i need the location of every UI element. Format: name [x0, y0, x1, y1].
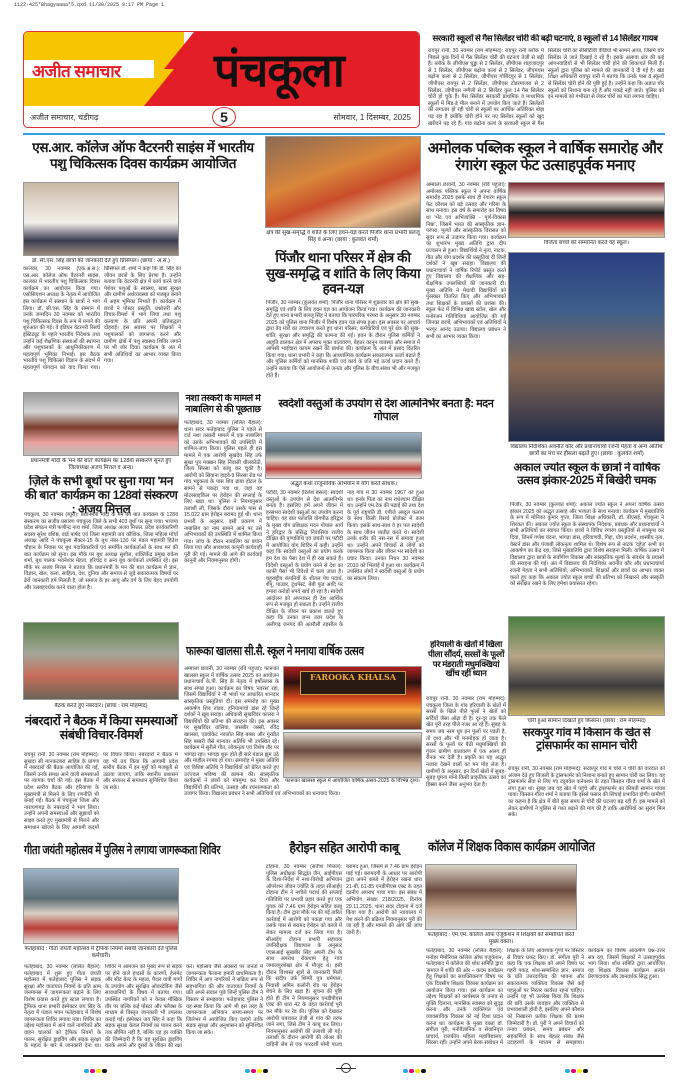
farooka-photo-group [283, 666, 422, 784]
headline-sarakpur-theft: सरकपुर गांव में किसान के खेत से ट्रांसफार्मर का सामान चोरी [522, 727, 651, 753]
farooka-article [184, 666, 422, 836]
photo-traffic-camp [23, 868, 179, 944]
headline-mustard-fields: हरियाली के खेतों में खिला पीला सौंदर्य, सरसों के फूलों पर मंडराती मधुमक्खियां खींच रहीं ध्यान [427, 640, 504, 679]
article-body-sarakpur-theft: रायपुर रानी, 30 नवम्बर (राम मोहम्मद): सरकपुर गांव में चोरों ने चोरी की वारदात को अंजाम देते हुए बिजली के ट्रांसफार्मर को निशाना बनाते हुए सामान चोरी कर लिया। यह ट्रांसफार्मर सेवा से लिए गए ट्यूबवेल कनेक्शन के तहत किसान गौरव शर्मा के खेत में लगा हुआ था। सुबह जब वह खेत में पहुंचे और ट्रांसफार्मर का कीमती सामान गायब पाया। किसान गौरव शर्मा ने बताया कि इससे फसल की सिंचाई प्रभावित होगी। ग्रामीणों का कहना है कि क्षेत्र में बीते कुछ समय से चोरी की घटनाएं बढ़ रही हैं। इस मामले को लेकर ग्रामीणों ने पुलिस से गश्त बढ़ाने की मांग की है ताकि आरोपियों का सुराग मिल सके। [508, 766, 665, 819]
caption-nambardar-meeting: बैठक करते हुए नंबरदार। (छाया : राम मोहम्मद) [54, 703, 148, 709]
caption-vet-college: डॉ. सी.एस. सिंह छात्रों को जानकारी देते हुए प्रिंसिपल। (छाया : अ.स.) [31, 258, 171, 264]
headline-nambardar-meeting: नंबरदारों ने बैठक में किया समस्याओं संबंधी विचार-विमर्श [25, 714, 177, 743]
photo-stolen-transformer [508, 616, 665, 716]
farooka-banner: FAROOKA KHALSA [300, 671, 406, 695]
caption-mann-ki-baat: प्रधानमंत्री मोदी के 'मन की बात' कार्यक्रम का 128वां संस्करण सुनते हुए जिलाध्यक्ष अजय मित्तल व अन्य। [30, 458, 172, 471]
article-body-nambardar-meeting: रायपुर रानी, 30 नवम्बर (राम मोहम्मद): सुखदा सी मानकटबरा साहिब के प्रांगण में नंबरदारों की बैठक आयोजित की गई, जिसमें उनके समक्ष आने वाली समस्याओं पर व्यापक चर्चा की गई। इस बैठक में प्रदेश स्तरीय बैठक और हरियाणा के मुख्यमंत्री से मिलने के लिए रणनीति भी बनाई गई। बैठक में पंचकूला जिला और नारायणगढ़ के नंबरदारों ने भाग लिया। उन्होंने अपनी समस्याओं और सुझावों को साझा करते हुए मुख्यमंत्री से मिलने और समाधान खोजने के लिए आगामी कदमों पर विचार किया। नंबरदारों ने बैठक में यह भी तय किया कि आगामी प्रदेश स्तरीय बैठक में इन मुद्दों को मजबूती से उठाया जाएगा, ताकि स्थानीय प्रशासन और सरकार से समाधान सुनिश्चित किया जा सके। [24, 752, 178, 831]
photo-amolak-school [508, 182, 665, 238]
color-registration-marks [84, 1060, 108, 1065]
photo-akal-school [508, 252, 665, 442]
headline-akal-school: अकाल ज्योत स्कूल के छात्रों ने वार्षिक उत्सव झंकार-2025 में बिखेरी चमक [513, 462, 660, 488]
edition-title: पंचकूला [214, 43, 344, 97]
headline-heroin-arrest: हैरोइन सहित आरोपी काबू [289, 841, 399, 855]
headline-gita-jayanti: गीता जयंती महोत्सव में पुलिस ने लगाया जागरूकता शिविर [24, 843, 221, 857]
headline-swadeshi: स्वदेशी वस्तुओं के उपयोग से देश आत्मनिर्भर बनता है: मदन गोपाल [278, 398, 494, 423]
photo-farooka-stage [283, 666, 422, 730]
edition-place: अजीत समाचार, चंडीगढ़ [30, 113, 99, 122]
newspaper-logo: अजीत समाचार [32, 62, 121, 81]
headline-gas-cylinder: सरकारी स्कूलों से गैस सिलेंडर चोरी की बढ़ी घटनाएं, 8 स्कूलों से 14 सिलेंडर गायब [432, 34, 658, 43]
caption-yoga-camp: अद्भुत कथा राजूनायिक अभियान में योग करते साधक। [289, 481, 397, 487]
caption-teacher-program: फतेहाबाद : एम.एम. कॉलेज ऑफ एजुकेशन में शिक्षकों को सम्बोधित करते मुख्य वक्ता। [427, 932, 575, 945]
article-body-drug-case: फतेहाबाद, 30 नवम्बर (ललित बैहाल): थाना सदर फतेहाबाद पुलिस ने पहले से दर्ज नशा तस्करी मामले में एक नाबालिग को उसके अभिभावकों की उपस्थिति में शामिल-जांच किया। पुलिस पहले ही इस मामले में एक आरोपी सुखदेव सिंह उर्फ सुखा पुत्र मक्खन सिंह निवासी धौलकोठी, जिला सिरसा को काबू कर चुकी है। आरोपी को सिवाना हाइवे-9 सिरसा रोड पर गांव भट्टूकलां के पास शिव ढाबा होटल के सामने से पकड़ा गया था, जहां वह मोटरसाइकिल पर हेरोइन की सप्लाई के लिए खड़ा था। पुलिस ने नियमानुसार तलाशी ली, जिसके दौरान उसके पास से 15.022 ग्राम हेरोइन बरामद हुई थी। थाना प्रभारी के अनुसार, इसी प्रकरण में नाबालिग का नाम सामने आने पर उसे अभिभावकों की उपस्थिति में शामिल किया गया। जांच के दौरान नाबालिग का बयान लिया गया और आवश्यक कानूनी कार्यवाही पूरी की गई। मामले की आगे की कार्यवाई कानूनी और नियमानुसार होगी। [184, 420, 262, 565]
color-registration-marks [403, 1060, 427, 1065]
article-body-gita-jayanti: फतेहाबाद, 30 नवम्बर (ललित बैहाल): फतेहाबाद में शुरू हुए गीता जयंती महोत्सव में फतेहाबाद पुलिस ने सड़क सुरक्षा और यातायात नियमों के प्रति आम जनमानस में जागरूकता बढ़ाने के लिए विशेष प्रयास करते हुए स्टाल लगाया है। ट्रैफिक थाना प्रभारी इंस्पेक्टर जय सिंह के नेतृत्व में पंडाल भवन फतेहाबाद में विशेष जागरूकता शिविर लगाया गया। शिविर का उद्देश्य महोत्सव में आने वाले नागरिकों और वाहन चालकों को ट्रैफिक नियमों के पालन, सुरक्षित ड्राइविंग और सड़क सुरक्षा के महत्व के बारे में जानकारी देना था। शिविर में आमजन को मुख्य रूप से सड़क पर होने वाले हादसों के कारणों, हेलमेट और सीट बेल्ट के महत्व, पैदल यात्री मार्गों के उपयोग और सुरक्षित ओवरटेकिंग जैसे सावधानियों के विषय में बताया गया। उपस्थित नागरिकों को न केवल मौखिक तौर पर बल्कि कई पोस्टर और फ्लैक्स के माध्यम से विस्तृत जानकारी भी उपलब्ध कराई गई। इंस्पेक्टर जय सिंह ने कहा कि सड़क सुरक्षा केवल नियमों का पालन करने तक सीमित नहीं है, बल्कि यह हर व्यक्ति की जिम्मेदारी है कि वह सुरक्षित ड्राइविंग करके अपने और दूसरों के जीवन की रक्षा करे। महोत्सव जैसे अवसरों पर जनता में जागरूकता फैलाना हमारी प्राथमिकता है। शिविर में आए नागरिकों ने सक्रिय रूप से सहभागिता की और यातायात नियमों के प्रति अपने सवाल पूछे जिन्हें पुलिस टीम ने विस्तार से समझाया। फतेहाबाद पुलिस ने यह स्पष्ट किया कि आगे भी इस तरह के जागरूकता अभियान समय-समय पर जिलेभर में आयोजित किए जाएंगे ताकि सड़क सुरक्षा और अनुशासन को सुनिश्चित किया जा सके। [24, 964, 263, 1050]
print-slug: 1122-425*Bhagyaaaa*5.qxd 11/30/2025 9:17 PM Page 1 [14, 2, 165, 8]
page-number: 5 [212, 107, 236, 127]
registration-target-icon [341, 1063, 351, 1073]
photo-havan [265, 136, 421, 228]
caption-amolak-school: विजेता बच्चों को सम्मानित करते वह स्कूल। [544, 240, 629, 246]
article-body-mustard-fields: रायपुर रानी, 30 नवम्बर (राम मोहम्मद): पंचकूला जिला के गांव हरियाली के खेतों में सरसों के खिले पीले फूलों ने खेतों को सर्दियों जैसा ओढ़ा दी है। दूर-दूर तक फैले खेत पूरी तरह पीले नजर आ रहे हैं। सुबह के समय जब नरम धूप इन फूलों पर पड़ती है, तो दृश्य और भी मनमोहक हो जाता है। सरसों के फूलों पर बैठी मधुमक्खियों की गुंजन ग्रामीण वातावरण में एक अलग ही रौनक भर देती है। प्रकृति का यह अद्भुत नजारा देखने वालों का मन मोह लेता है। ग्रामीणों के अनुसार, इन दिनों खेतों में सुबह-सुबह घूमना मानो किसी प्राकृतिक उत्सव का हिस्सा बनने जैसा अनुभव देता है। [426, 696, 506, 788]
article-body-farooka-school: अम्बाला छावनी, 30 नवम्बर (रवि पहुजा): फारूका खालसा स्कूल में वार्षिक उत्सव 2025 का आयोजन प्रधानाचार्य के.पी. सिंह के नेतृत्व में हर्षोल्लास के साथ संपन्न हुआ। कार्यक्रम का विषय 'नवरस' रहा, जिसमें विद्यार्थियों ने नौ भावों पर आधारित शानदार सांस्कृतिक प्रस्तुतियां दीं। इस समारोह का मुख्य आकर्षण शिव तांडव, हनियामाचो डांस रहे जिन्हें दर्शकों ने खूब सराहा। अधिकारी सुखविंदर कालरा ने विद्यार्थियों की प्रतिभा की सराहना की। इस अवसर पर सुखविंदर वालिया, जसबीर जस्सी, रविंद्र खालसा, एडवोकेट नवजोत सिंह बब्बर और गुरप्रीत सिंह बब्बरी जैसे मान्यवर अतिथि भी उपस्थित रहे। कार्यक्रम में सुरीले गीत, लोकनृत्य एवं विशेष तौर पर भांगड़ा रहा। भांगड़ा शुरू होते ही सारे पंडाल झूम उठे और माहौल रंगमय हो गया। समारोह में मुख्य अतिथि एवं विशिष्ट अतिथि ने विद्यार्थियों को प्रेरित करते हुए उज्ज्वल भविष्य की कामना की। सांस्कृतिक कार्यक्रमों ने छात्रों को मंत्रमुग्ध कर दिया और विद्यार्थियों की प्रतिभा, उत्साह और रचनात्मकता को उजागर किया। विद्यालय प्रबंधन ने सभी अतिथियों एवं अभिभावकों का धन्यवाद किया। [184, 666, 341, 798]
headline-drug-case: नशा तस्करी के मामले में नाबालिग से की पूछताछ [185, 394, 261, 415]
headline-amolak-school: अमोलक पब्लिक स्कूल ने वार्षिक समारोह और रंगारंग स्कूल फेट उत्साहपूर्वक मनाए [427, 140, 663, 175]
color-registration-marks [565, 1060, 589, 1065]
divider [23, 133, 665, 135]
color-registration-marks [245, 1060, 269, 1065]
masthead [23, 31, 420, 128]
caption-havan: क्षेत्र की सुख-समृद्धि व शांति के लिए हवन-यज्ञ करते पिंजौर थाना प्रभारी बलजू सिंह व अन्य। (छाया : कुलवंत शर्मा) [266, 230, 420, 243]
caption-akal-school: विद्यालय निदेशिका अवनीत कौर और प्रधानाचार्या रजनी मेहता व अन्य अतिथि छात्रों का मंच पर हौसला बढ़ाते हुए। (छाया : कुलवंत शर्मा) [510, 444, 663, 457]
caption-stolen-transformer: चोरी हुआ सामान दिखाते हुए किसान। (छाया : राम मोहम्मद) [527, 718, 646, 724]
photo-mann-ki-baat [23, 392, 179, 456]
headline-teacher-program: कॉलेज में शिक्षक विकास कार्यक्रम आयोजित [428, 839, 595, 854]
caption-traffic-camp: फतेहाबाद : गीता जयंती महोत्सव में ट्रैफिक नियमों संबंधी जानकारी देते पुलिस कर्मचारी। [24, 946, 178, 959]
bottom-rule [23, 1055, 665, 1057]
article-body-mann-ki-baat: पंचकूला, 30 नवम्बर (ब्यूरो): प्रधानमंत्री मोदी के मन की बात कार्यक्रम के 128वें संस्करण का सजीव प्रसारण पंचकूला जिले के सभी 403 बूथों पर सुना गया। भाजपा प्रदेश संगठन मंत्री फणीन्द्र नाथ शर्मा, जिला अध्यक्ष अजय मित्तल, प्रदेश कार्यकारिणी सदस्य सुरेश वशिष्ठ, वार्ड पार्षद एवं जिला महामंत्री जय कौशिक, जिला महिला मोर्चा अध्यक्ष आदि ने पंचकूला सैक्टर-15 के बूथ नंबर-130 पर मंडल महामंत्री हितेश चौहान के निवास पर बूथ पदाधिकारियों एवं समर्पित कार्यकर्ताओं के साथ मन की बात कार्यक्रम को सुना। इस मौके पर बूथ अध्यक्ष सुशील, शक्तिकेंद्र प्रमुख राकेश शर्मा, बूथ पालक भवनेश्वर मेहता, हरिचंद्र व अन्य बूथ कार्यकर्ता उपस्थित रहे। इस मौके पर अजय मित्तल ने बताया कि प्रधानमंत्री के मन की बात कार्यक्रम में ज्ञान, विज्ञान, खेल, कला, साहित्य, देश, दुनिया और समाज से जुड़े सकारात्मक विषयों पर ढेरों जानकारी हमें मिलती है, जो समाज के हर आयु और वर्ग के लिए बेहद उपयोगी और उत्साहवर्धक करने वाला होता है। [24, 512, 178, 591]
article-body-amolak-school: अम्बाला छावनी, 30 नवम्बर (रवि पहुजा): अमोलक पब्लिक स्कूल ने अपना वार्षिक समारोह 2025 इसके साथ ही रंगारंग स्कूल फेट कौशल को बड़े उत्साह और गरिमा के साथ मनाया। इस वर्ष के समारोह का विषय था 'भेंट एवं अभिव्यक्ति - पूर्ण-विकास निष्ठा', जिसमें भारत की सांस्कृतिक ज्ञान-परंपरा, मूल्यों और सांस्कृतिक विरासत को सुंदर रूप से उजागर किया गया। कार्यक्रम का शुभारंभ मुख्य अतिथि द्वारा दीप प्रज्वलन से हुआ। विद्यार्थियों ने नृत्य, नाटक, गीत और योग प्रदर्शन की प्रस्तुतियां दीं जिन्हें दर्शकों ने खूब सराहा। विद्यालय की प्रधानाचार्या ने वार्षिक रिपोर्ट प्रस्तुत करते हुए विद्यालय की शैक्षणिक और सह-शैक्षणिक उपलब्धियों की जानकारी दी। मुख्य अतिथि ने मेधावी विद्यार्थियों को पुरस्कार वितरित किए और अभिभावकों तथा शिक्षकों के प्रयासों की प्रशंसा की। स्कूल फेट में विभिन्न खाद्य स्टॉल, खेल और मनोरंजन गतिविधियां आयोजित की गईं जिनका छात्रों, अभिभावकों एवं अतिथियों ने भरपूर आनंद उठाया। विद्यालय प्रबंधन ने सभी का आभार व्यक्त किया। [426, 182, 506, 340]
photo-nambardar-meeting [23, 622, 179, 700]
photo-farooka-guests [283, 732, 422, 778]
headline-vet-college: एस.आर. कॉलेज ऑफ वैटरनरी साइंस में भारतीय पशु चिकित्सक दिवस कार्यक्रम आयोजित [32, 140, 254, 171]
article-body-akal-school: पिंजौर, 30 नवम्बर (कुलवंत शर्मा): अकाल ज्योत स्कूल ने अपना वार्षिक उत्सव झंकार 2025 को अद्भुत उत्साह और भव्यता के साथ मनाया। कार्यक्रम में मुख्यातिथि के रूप में मोनिका कुमार गुप्ता, जिला शिक्षा अधिकारी, डॉ. बीएसई, पंचकूला ने शिरकत की। अकाल ज्योत स्कूल के संस्थापक निदेशक, प्रबंधक और प्रधानाचार्या ने सभी अतिथियों का स्वागत किया। छात्रों ने विविध रंगारंग प्रस्तुतियों से मंत्रमुग्ध कर दिया, जिनमें गणेश वंदना, भांगड़ा डांस, हरियाणवी, गिद्दा, योग प्रदर्शन, शास्त्रीय नृत्य, वेस्टर्न डांस और पंजाबी लोकनृत्य शामिल थे। विशेष रूप से नाटक 'दहेज' सभी का आकर्षण का केंद्र रहा, जिसे मुख्यातिथि द्वारा विशेष सराहना मिली। वार्षिक उत्सव में विद्यालय द्वारा छात्रों के सर्वांगीण विकास और सांस्कृतिक मूल्यों के संवर्धन के प्रयासों की सराहना की गई। अंत में विद्यालय की निदेशिका अवनीत कौर और प्रधानाचार्या रजनी मेहता ने सभी अतिथियों, अभिभावकों, शिक्षकों और छात्रों का आभार व्यक्त करते हुए कहा कि अकाल ज्योत स्कूल बच्चों की प्रतिभा को निखारने और संस्कृति को संरक्षित रखने के लिए हमेशा प्रयासरत रहेगा। [510, 502, 664, 588]
headline-farooka-school: फारूका खालसा सी.सै. स्कूल ने मनाया वार्षिक उत्सव [186, 644, 364, 658]
article-body-vet-college: कालका, 30 नवम्बर (एक.अ.स.): एस.आर. कॉलेज ऑफ वैटरनरी साइंस, कालका में भारतीय पशु चिकित्सक दिवस कार्यक्रम का आयोजन किया गया। एसोसिएशन अध्यक्ष के नेतृत्व में आयोजित इस कार्यक्रम में संस्थान के छात्रों ने भाग लिया। डॉ. सी.एस. सिंह के सम्मान में उनके जन्मदिन 30 नवम्बर को भारतीय पशु चिकित्सक दिवस के रूप में मनाने की शुरुआत की गई। वे इंडियन वेटरनरी रिसर्च इंस्टिट्यूट के पहले भारतीय निदेशक तथा उन्होंने कई शैक्षणिक संस्थाओं की स्थापना और पशुपालकों के आधुनिकीकरण में महत्वपूर्ण भूमिका निभाई। इस बैठक भारतीय पशु चिकित्सा विज्ञान के संदर्भ में महत्वपूर्ण योगदान को याद किया गया। प्रिंसिपल डॉ. शर्मा ने कहा कि डॉ. सिंह का जीवन छात्रों के लिए प्रेरणा है। उन्होंने बताया कि वेटरनरी क्षेत्र में कार्य करने वाले पेशेवर पशुओं के स्वास्थ्य, खाद्य सुरक्षा और ग्रामीण अर्थव्यवस्था को मजबूत बनाने में अहम भूमिका निभाते हैं। कार्यक्रम में छात्रों ने पोस्टर प्रस्तुति, प्रश्नोत्तरी और विचार-विमर्श में भाग लिया तथा पशु कल्याण के प्रति अपनी प्रतिबद्धता दोहराई। इस अवसर पर शिक्षकों ने पशुपालकों को जागरूक करने और ग्रामीण क्षेत्रों में पशु स्वास्थ्य शिविर लगाने पर भी जोर दिया। कार्यक्रम के अंत में सभी अतिथियों का आभार व्यक्त किया गया। [23, 266, 181, 371]
headline-pinjore-havan: पिंजौर थाना परिसर में क्षेत्र की सुख-समृद्धि व शांति के लिए किया हवन-यज्ञ [265, 250, 421, 297]
article-body-teacher-program: फतेहाबाद, 30 नवम्बर (ललित बैहाल): मनोहर मैमोरियल कॉलेज ऑफ एजुकेशन, फतेहाबाद में कॉलेज की शोध समिति द्वारा 'समाज में शांति की ओर – कदम कार्यक्रम हेतु शिक्षकों का सशक्तिकरण' विषय पर एक दिवसीय शिक्षक विकास कार्यक्रम का आयोजन किया गया। इस कार्यक्रम का उद्देश्य शिक्षकों को कार्यस्थल के तनाव से मुक्ति दिलाना, मानसिक स्वास्थ्य को सुदृढ़ करना और उनके व्यक्तिगत एवं व्यावसायिक विकास को नई दिशा प्रदान करना था। कार्यक्रम के मुख्य वक्ता डॉ. संगीता पुरी, मनोवैज्ञानिक व सेवानिवृत्त प्राचार्य, राजकीय महिला महाविद्यालय, सिरसा रहीं। उन्होंने अपने प्रेरक संबोधन में शिक्षक के लिए आवश्यक गुणों पर विस्तार से विचार प्रकट किए। डॉ. संगीता पुरी ने कहा कि एक शिक्षक को अपने विषय पर गहरी पकड़, शोध-सम्बन्धित ज्ञान, समाज के प्रति उत्तरदायित्व की भावना और सकारात्मक व्यक्तित्व विकास जैसे कई पहलुओं पर निरंतर कार्यरत रहना चाहिए। उन्होंने यह भी उल्लेख किया कि शिक्षक की छवि उसके व्यवहार और व्यक्तित्व से प्रभावशाली होती है, इसलिए अपने कौशल को निखारना प्रत्येक शिक्षक की प्रथम जिम्मेदारी है। डॉ. पुरी ने अपने विचारों को तनाव प्रबंधन, समय प्रबंधन और सहकर्मियों के साथ बेहतर संबंध जैसे उदाहरणों के माध्यम से समझाया। कार्यक्रम का विशेष आकर्षण प्रश्न-उत्तर सत्र रहा, जिसमें शिक्षकों ने उत्साहपूर्वक भाग लिया। शोध समिति द्वारा आयोजित यह शिक्षक विकास कार्यक्रम अत्यंत प्रेरणादायक और ज्ञानवर्धक सिद्ध हुआ। [426, 948, 665, 1047]
article-body-pinjore-havan: पिंजौर, 30 नवम्बर (कुलवंत शर्मा): पिंजौर थाना परिसर में शुक्रवार को क्षेत्र की सुख-समृद्धि एवं शांति के लिए हवन यज्ञ का आयोजन किया गया। कार्यक्रम की जानकारी देते हुए थाना प्रभारी बलजू सिंह ने बताया कि पारंपरिक परंपरा के अनुसार 30 नवम्बर 2025 को पुलिस थाना पिंजौर में विशेष हवन यज्ञ संपन्न हुआ। इस अवसर पर आचार्य द्वारा वेद मंत्रों का उच्चारण करते हुए थाना परिसर, कर्मचारियों एवं पूरे क्षेत्र की सुख-शांति, सुरक्षा और समृद्धि की कामना की गई। हवन के दौरान पुलिस कर्मियों ने आहुति डालकर क्षेत्र में अपराध मुक्त वातावरण, बेहतर कानून व्यवस्था और समाज में आपसी भाईचारा कायम रखने की प्रार्थना की। कार्यक्रम के अंत में प्रसाद वितरित किया गया। थाना प्रभारी ने कहा कि आध्यात्मिक कार्यक्रम सकारात्मक ऊर्जा बढ़ाते हैं और पुलिस कर्मियों को मानसिक शांति एवं कार्य के प्रति नई ऊर्जा प्रदान करते हैं। उन्होंने बताया कि ऐसे आयोजनों से जनता और पुलिस के बीच संबंध भी और मजबूत होते हैं। [266, 300, 420, 379]
article-body-heroin-arrest: टोहाना, 30 नवम्बर (सतीश मित्तल): पुलिस अधीक्षक सिद्धांत जैन, आईपीएस के दिशा-निर्देश में नशा-विरोधी अभियान ऑपरेशन जीवन ज्योति के तहत सीआईए टोहाना टीम ने नशीले पदार्थ की सप्लाई गतिविधि पर प्रभावी प्रहार करते हुए एक युवक को 7.46 ग्राम हेरोइन सहित काबू किया है। टीम द्वारा मौके पर की गई त्वरित कार्रवाई में आरोपी को पकड़ा गया और उसके पास से बरामद हेरोइन को कब्जे में लेकर मामला दर्ज कर लिया गया है। सीआईए टोहाना प्रभारी सहायक उपनिरीक्षक विद्यापाल के अनुसार एएसआई सुखबीर सिंह अपनी टीम के साथ अपराध रोकथाम हेतु गांव जमालपुरशेखां क्षेत्र में मौजूद थे। इसी दौरान विश्वस्त सूत्रों से जानकारी मिली कि संदीप उर्फ़ शिम्पी पुत्र धर्मपाल, निवासी अमिन कलोनी रोड पर हेरोइन बेचने के लिए खड़ा है। सूचना की पुष्टि होते ही टीम ने नियमानुसार एनडीपीएस एक्ट की धारा 42 के तहत कार्रवाई पूरी कर मौके पर रेड की। पुलिस को देखकर आरोपी घबराकर तेजी से गांव की तरफ जाने लगा, जिसे टीम ने काबू कर लिया। नियमानुसार आरोपी की तलाशी ली गई। तलाशी के दौरान आरोपी की लोअर की दाहिनी जेब से एक पारदर्शी मोमी पाउच बरामद हुआ, जिसमें से 7.46 ग्राम हेरोइन पाई गई। बरामदगी के आधार पर आरोपी द्वारा अपने कब्जे में हेरोइन रखना धारा 21-बी, 61-85 एनडीपीएस एक्ट के तहत दंडनीय अपराध पाया गया। इस संबंध में अभियोग संख्या 218/2025, दिनांक 29.11.2025, थाना सदर टोहाना में दर्ज किया गया है। आरोपी को न्यायालय में पेश करने की प्रक्रिया नियमानुसार पूरी की जा रही है और मामले की आगे की जांच जारी है। [266, 864, 422, 1049]
headline-mann-ki-baat: ज़िले के सभी बूथों पर सुना गया 'मन की बात' कार्यक्रम का 128वां संस्करण : अजय मित्तल [24, 475, 178, 516]
photo-vet-college [23, 182, 179, 256]
edition-date: सोमवार, 1 दिसम्बर, 2025 [333, 113, 411, 122]
photo-teacher-program [425, 864, 577, 930]
article-body-swadeshi: पटौदी, 30 नवम्बर (टिलेश बंसल): स्वदेशी वस्तुओं के उपयोग से देश आत्मनिर्भर बनता है। इसलिए हमें अपने जीवन में हरसंभव स्वदेशी वस्तुओं का उपयोग करना चाहिए। यह बात पतंजलि योगपीठ हरिद्वार के मुख्य योग प्रशिक्षक मदन गोपाल आर्य ने हरिद्वार के प्रसिद्ध निवासिया राजीव दीक्षित की पुण्यतिथि एवं जयंती पर पटौदी में आयोजित योग शिविर में कही। उन्होंने कहा कि स्वदेशी वस्तुओं का प्रयोग करके हम देश का पैसा देश में ही रख सकते हैं। विदेशी वस्तुओं के प्रयोग करने से देश का काफी पैसा भी विदेशों में चला जाता है। बहुराष्ट्रीय कंपनियों के शीतल पेय पदार्थ, शैंपू, पाउडर, टूथपेस्ट, बेबी फूड आदि पर हमारा करोड़ों रुपये खर्च हो रहा है। स्वदेशी आंदोलन को अपनाकर ही देश आर्थिक रूप से मजबूत हो सकता है। उन्होंने राजीव दीक्षित के जीवन पर प्रकाश डालते हुए कहा कि उनका जन्म उत्तर प्रदेश के अलीगढ़ जनपद की अतरौली तहसील के नाह गांव में 30 नवम्बर 1967 को हुआ था। इनके पिता का नाम राधेश्याम दीक्षित था। उन्होंने एम.टेक की पढ़ाई की तथा देश के पूर्व राष्ट्रपति डॉ. एपीजे अब्दुल कलाम के साथ किसी रिसर्च प्रोजेक्ट में काम किया। इसके साथ-साथ वे हर पल स्वदेशी के साथ जीवन व्यतीत करते थे। स्वदेशी उनके शरीर की नस-नस में समाया हुआ था। उन्होंने अपने विचारों से लोगों को जागरूक किया और जीवन भर स्वदेशी का प्रचार किया। उनका निधन 30 नवम्बर 2010 को भिलाई में हुआ था। कार्यक्रम में उपस्थित लोगों ने स्वदेशी वस्तुओं के प्रयोग का संकल्प लिया। [266, 490, 424, 628]
caption-farooka-school: फारूका खालसा स्कूल में आयोजित वार्षिक उत्सव-2025 के विभिन्न दृश्य। [285, 778, 420, 784]
photo-yoga-camp [265, 432, 422, 479]
article-body-gas-cylinder: रायपुर रानी, 30 नवम्बर (राम मोहम्मद): रायपुर रानी ब्लॉक में पिछले कुछ दिनों में गैस सिलेंडर चोरी की घटनाएं तेजी से बढ़ी हैं। ब्लॉक के जीपीएस धुड्ढा से 2 सिलेंडर, जीपीएस शाहजादपुर से 1 सिलेंडर, जीपीएस बढ़ोना कलां से 2 सिलेंडर, जीएमएस बढ़ोना कलां से 2 सिलेंडर, जीपीएस गोबिंदपुर से 1 सिलेंडर, जीपीएस रायपुर से 2 सिलेंडर, जीपीएस टोडरमाजरा से 2 सिलेंडर, जीपीएस नग्गैली से 2 सिलेंडर कुल 14 गैस सिलेंडर चोरी हो चुके हैं। गैस सिलेंडर सरकारी प्राथमिक व माध्यमिक स्कूलों में मिड-डे मील बनाने में उपयोग किए जाते हैं। सिलेंडरों की लगातार हो रही चोरी से स्कूलों पर आर्थिक अतिरिक्त बोझ पड़ रहा है क्योंकि चोरी होने पर नए सिलेंडर स्कूलों को खुद खरीदने पड़ रहे हैं। गांव बढ़ोना कलां के सरकारी स्कूल से गैस सिलेंडर चोरी का सीसीटीवी वीडियो भी सामने आया, जिसमें चोर सिलेंडर ले जाते दिखाई दे रहे हैं। इसके अलावा क्षेत्र की कई आंगनवाड़ियों से भी सिलेंडर चोरी होने की शिकायतें मिली हैं। स्कूलों द्वारा पुलिस को मामले की जानकारी दे दी गई है। खंड शिक्षा अधिकारी रायपुर रानी ने बताया कि उनके पास 8 स्कूलों से सिलेंडर चोरी होने की पुष्टि हुई है। उन्होंने कहा कि अज्ञात चोर स्कूलों को निशाना बना रहे हैं और पकड़े नहीं जाते। पुलिस को इन मामलों को गंभीरता से लेकर चोरों का पता लगाना चाहिए। [428, 48, 664, 127]
